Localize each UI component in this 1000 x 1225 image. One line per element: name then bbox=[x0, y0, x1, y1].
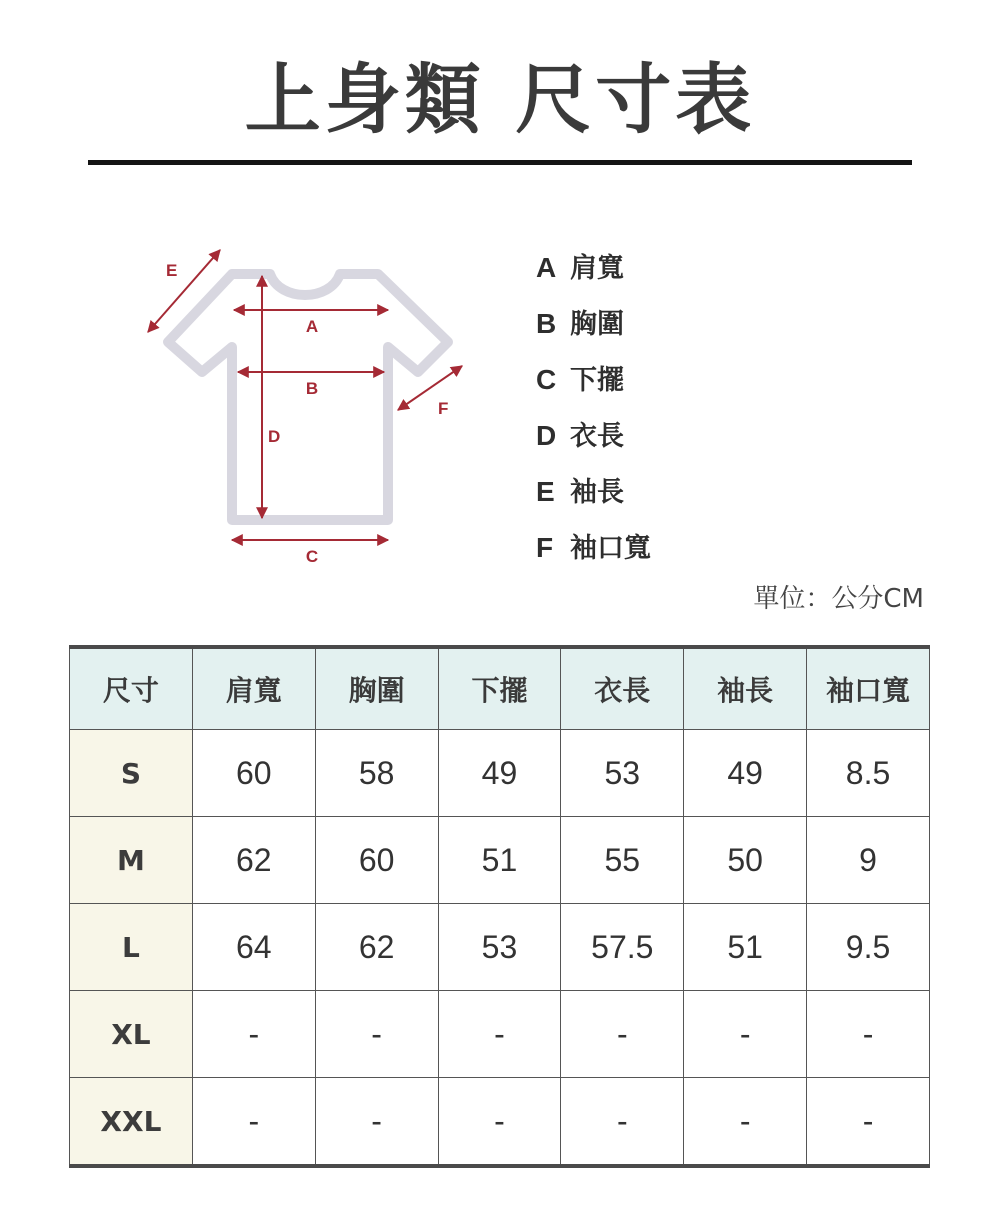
table-row bbox=[70, 1078, 930, 1167]
measure-label-b: B bbox=[305, 379, 319, 398]
table-cell: - bbox=[192, 1078, 315, 1167]
legend-item bbox=[536, 414, 651, 470]
size-cell: L bbox=[70, 904, 193, 991]
table-cell: 53 bbox=[438, 904, 561, 991]
title-divider bbox=[88, 160, 912, 165]
page-title: 上身類 尺寸表 bbox=[244, 55, 756, 144]
column-header: 胸圍 bbox=[315, 647, 438, 730]
legend-letter: A bbox=[536, 252, 557, 283]
measure-line-f bbox=[398, 366, 462, 410]
measure-label-c: C bbox=[305, 547, 319, 566]
measure-label-a: A bbox=[305, 317, 319, 336]
legend-label: 肩寬 bbox=[570, 253, 624, 284]
size-cell: S bbox=[70, 730, 193, 817]
legend-label: 袖口寬 bbox=[570, 533, 651, 564]
table-cell: - bbox=[807, 1078, 930, 1167]
legend-label: 胸圍 bbox=[570, 309, 624, 340]
table-cell: 8.5 bbox=[807, 730, 930, 817]
measure-label-d: D bbox=[268, 427, 281, 446]
table-cell: - bbox=[807, 991, 930, 1078]
table-cell: - bbox=[561, 1078, 684, 1167]
table-header-row bbox=[70, 647, 930, 730]
table-row bbox=[70, 817, 930, 904]
size-cell: M bbox=[70, 817, 193, 904]
table-cell: 50 bbox=[684, 817, 807, 904]
table-cell: 49 bbox=[438, 730, 561, 817]
legend-item bbox=[536, 302, 651, 358]
table-row bbox=[70, 991, 930, 1078]
table-cell: - bbox=[438, 991, 561, 1078]
legend-letter: E bbox=[536, 476, 555, 507]
size-cell: XL bbox=[70, 991, 193, 1078]
table-cell: - bbox=[684, 991, 807, 1078]
legend-item bbox=[536, 526, 651, 582]
table-cell: - bbox=[192, 991, 315, 1078]
size-cell: XXL bbox=[70, 1078, 193, 1167]
legend-letter: C bbox=[536, 364, 557, 395]
column-header: 肩寬 bbox=[192, 647, 315, 730]
legend-label: 下擺 bbox=[570, 365, 624, 396]
legend-letter: F bbox=[536, 532, 554, 563]
table-cell: - bbox=[315, 1078, 438, 1167]
column-header: 下擺 bbox=[438, 647, 561, 730]
legend-letter: B bbox=[536, 308, 557, 339]
table-cell: 51 bbox=[684, 904, 807, 991]
table-cell: - bbox=[684, 1078, 807, 1167]
column-header: 衣長 bbox=[561, 647, 684, 730]
table-cell: 64 bbox=[192, 904, 315, 991]
legend-item bbox=[536, 246, 651, 302]
measure-label-e: E bbox=[166, 261, 178, 280]
legend-item bbox=[536, 358, 651, 414]
table-cell: 57.5 bbox=[561, 904, 684, 991]
table-cell: 9.5 bbox=[807, 904, 930, 991]
table-cell: 53 bbox=[561, 730, 684, 817]
table-cell: - bbox=[561, 991, 684, 1078]
table-cell: 51 bbox=[438, 817, 561, 904]
column-header: 袖口寬 bbox=[807, 647, 930, 730]
legend-item bbox=[536, 470, 651, 526]
table-cell: 9 bbox=[807, 817, 930, 904]
legend-letter: D bbox=[536, 420, 557, 451]
unit-note: 單位：公分CM bbox=[753, 584, 924, 614]
measure-label-f: F bbox=[438, 399, 449, 418]
size-chart-table bbox=[69, 645, 930, 1168]
measurement-legend bbox=[536, 246, 651, 582]
table-cell: - bbox=[438, 1078, 561, 1167]
table-cell: - bbox=[315, 991, 438, 1078]
column-header: 尺寸 bbox=[70, 647, 193, 730]
table-row bbox=[70, 730, 930, 817]
table-cell: 60 bbox=[192, 730, 315, 817]
table-cell: 62 bbox=[192, 817, 315, 904]
legend-label: 衣長 bbox=[570, 421, 624, 452]
table-cell: 60 bbox=[315, 817, 438, 904]
table-cell: 55 bbox=[561, 817, 684, 904]
tshirt-measurement-diagram bbox=[130, 232, 480, 572]
table-cell: 62 bbox=[315, 904, 438, 991]
table-cell: 58 bbox=[315, 730, 438, 817]
table-row bbox=[70, 904, 930, 991]
table-cell: 49 bbox=[684, 730, 807, 817]
legend-label: 袖長 bbox=[570, 477, 624, 508]
column-header: 袖長 bbox=[684, 647, 807, 730]
